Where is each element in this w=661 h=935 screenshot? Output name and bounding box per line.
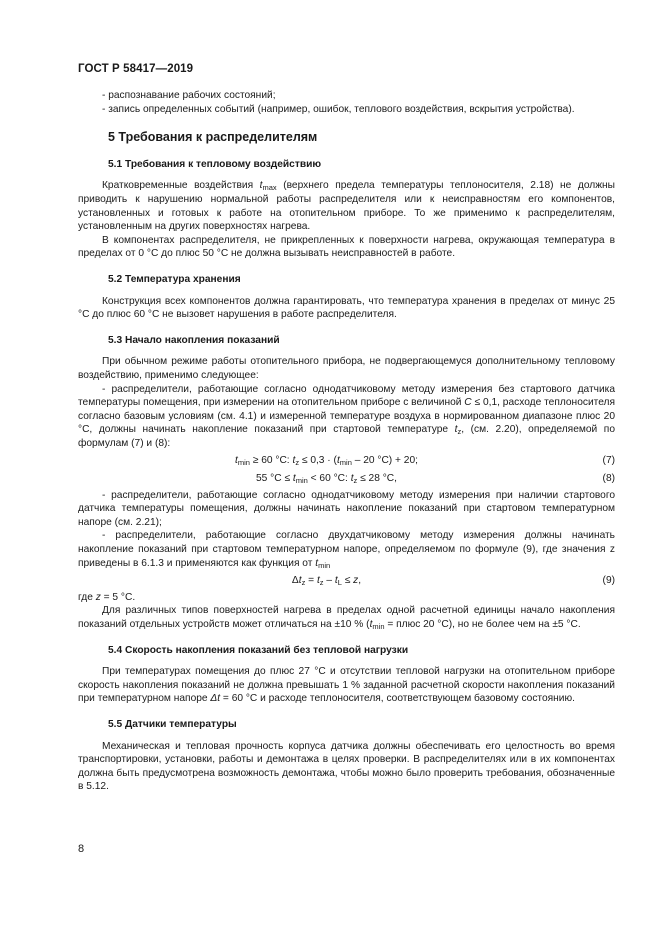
paragraph: При температурах помещения до плюс 27 °С и отсутствии тепловой нагрузки на отопительном приборе скорость накопления показаний не должна превышать 1 % заданной расчетной скорости накопления показаний при температурном напоре Δt = 60 °С и расходе теплоносителя, соответствующем базовому состоянию.	[78, 666, 615, 705]
list-item: - запись определенных событий (например, ошибок, теплового воздействия, вскрытия устройства).	[102, 103, 575, 115]
formula-7: $t_{min} \ge 60$ °С: $t_z \le 0,3 \cdot (t_{min} - 20$ °С) + 20; (7)	[235, 455, 615, 468]
paragraph: - распределители, работающие согласно однодатчиковому методу измерения при наличии стартового датчика температуры помещения, должны начинать накопление показаний при стартовом температурном напоре (см. 2.21);	[78, 489, 615, 528]
paragraph: где z = 5 °С.	[78, 591, 136, 603]
subsection-5-2-title: 5.2 Температура хранения	[108, 273, 241, 285]
paragraph: - распределители, работающие согласно однодатчиковому методу измерения без стартового датчика температуры помещения, при измерении на отопительном приборе с величиной C ≤ 0,1, расходе теплоносителя согласно базовым условиям (см. 4.1) и измеренной температуре воздуха в нормированном диапазоне плюс 20 °С, должны начинать накопление показаний при стартовой температуре $t_z$, (см. 2.20), определяемой по формулам (7) и (8):	[78, 383, 615, 449]
page-number: 8	[78, 843, 85, 855]
subsection-5-3-title: 5.3 Начало накопления показаний	[108, 334, 280, 346]
paragraph: В компонентах распределителя, не прикрепленных к поверхности нагрева, окружающая температура в пределах от 0 °С до плюс 50 °С не должна вызывать неисправностей в работе.	[78, 234, 615, 260]
formula-number: (9)	[602, 575, 615, 587]
paragraph: Кратковременные воздействия $t_{max}$ (верхнего предела температуры теплоносителя, 2.18) не должны приводить к нарушению нормальной работы распределителя или к неисправностям его компонентов, установленных и готовых к работе на отопительном приборе. То же применимо к распределителям, установленным на других поверхностях нагрева.	[78, 180, 615, 233]
formula-number: (7)	[602, 455, 615, 467]
formula-8: 55 $^\circ С \le t_{min} < 60$ °С: $t_z \le 28$ °С, (8)	[256, 473, 615, 486]
formula-9: $\Delta t_z = t_z - t_L \le z$, (9)	[291, 575, 615, 588]
standard-header: ГОСТ Р 58417—2019	[78, 63, 194, 75]
paragraph: Механическая и тепловая прочность корпуса датчика должны обеспечивать его целостность во время транспортировки, установки, работы и демонтажа в целях проверки. В распределителях или в их компонентах должна быть предусмотрена возможность демонтажа, чтобы можно было проверить требования, обозначенные в 5.12.	[78, 740, 615, 793]
subsection-5-1-title: 5.1 Требования к тепловому воздействию	[108, 158, 322, 170]
list-item: - распознавание рабочих состояний;	[102, 90, 276, 101]
page-content	[78, 89, 615, 794]
subsection-5-5-title: 5.5 Датчики температуры	[108, 718, 237, 730]
paragraph: Для различных типов поверхностей нагрева в пределах одной расчетной единицы начало накопления показаний отдельных устройств может отличаться на ±10 % ($t_{min}$ = плюс 20 °С), но не более чем на ±5 °С.	[78, 605, 615, 631]
paragraph: Конструкция всех компонентов должна гарантировать, что температура хранения в пределах от минус 25 °С до плюс 60 °С не вызовет нарушения в работе распределителя.	[78, 295, 615, 321]
section-5-title: 5 Требования к распределителям	[108, 130, 318, 145]
paragraph: При обычном режиме работы отопительного прибора, не подвергающемуся дополнительному тепловому воздействию, применимо следующее:	[78, 356, 615, 381]
subsection-5-4-title: 5.4 Скорость накопления показаний без тепловой нагрузки	[108, 644, 409, 656]
formula-number: (8)	[602, 473, 615, 485]
paragraph: - распределители, работающие согласно двухдатчиковому методу измерения должны начинать накопление показаний при стартовом температурном напоре, определяемом по формуле (9), где значения z приведены в 6.1.3 и применяются как функция от $t_{min}$	[78, 530, 615, 570]
